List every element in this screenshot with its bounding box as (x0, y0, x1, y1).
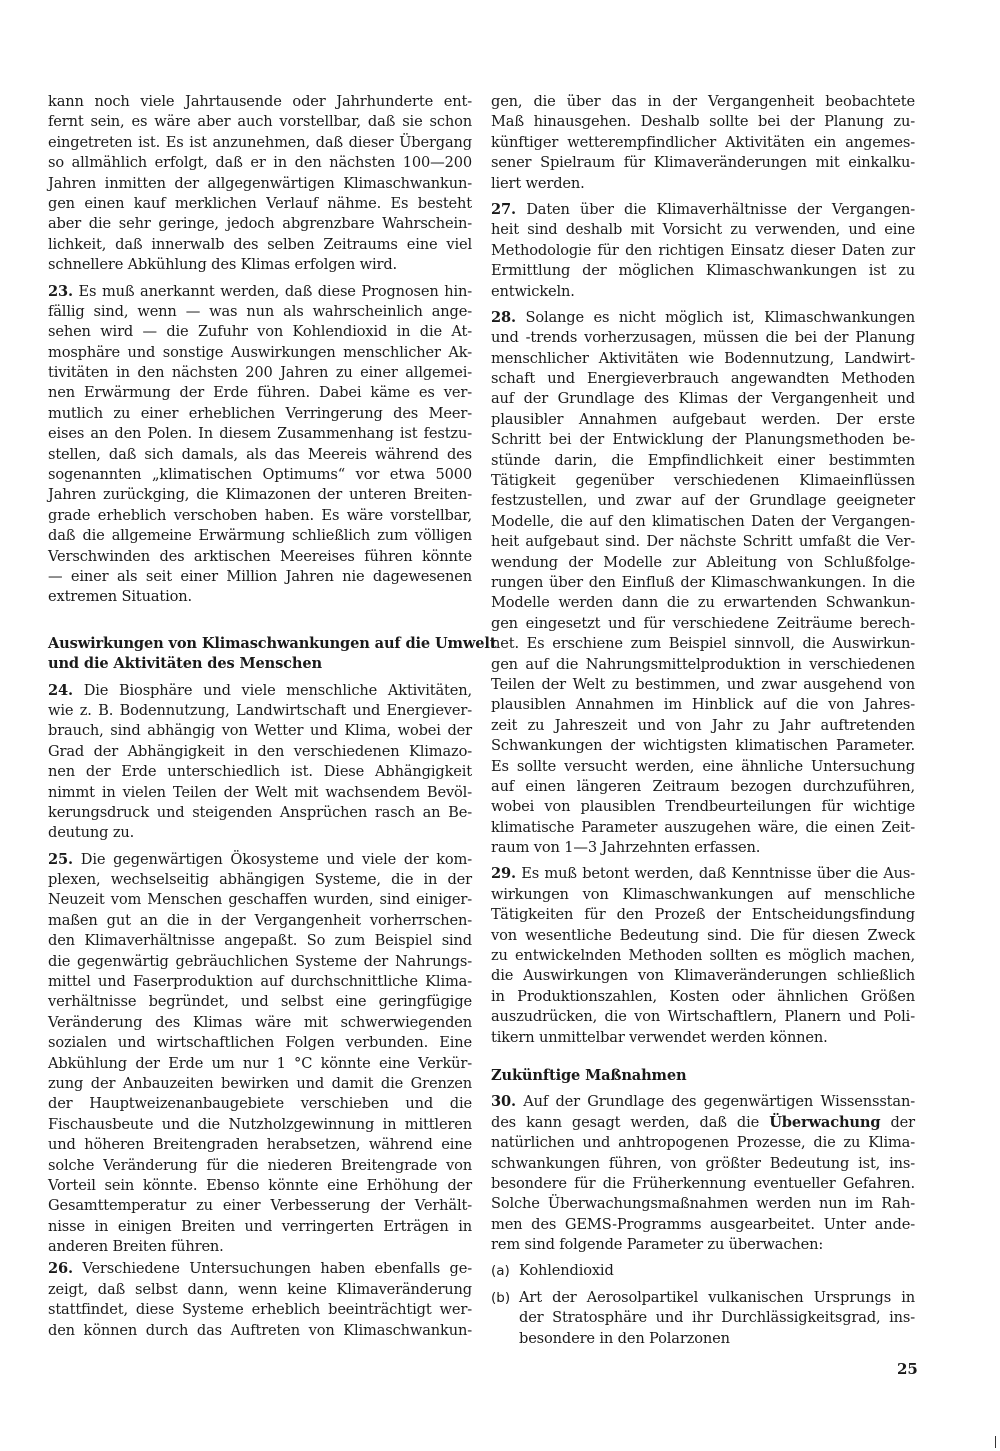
text-line: tivitäten in den nächsten 200 Jahren zu einer allgemei- (48, 364, 472, 382)
text-line: Tätigkeiten für den Prozeß der Entscheidungsfindung (491, 906, 915, 924)
paragraph-number: 23. (48, 282, 73, 300)
text-line: rem sind folgende Parameter zu überwachen: (491, 1236, 824, 1254)
text-line: Es sollte versucht werden, eine ähnliche Untersuchung (491, 757, 915, 775)
text-line: men des GEMS-Programms ausgearbeitet. Unter ande- (491, 1215, 915, 1233)
paragraph-30-rest (491, 1133, 915, 1255)
text-line: nen Erwärmung der Erde führen. Dabei käme es ver- (48, 384, 472, 402)
intro-paragraph-right (491, 92, 915, 194)
text-line: zeit zu Jahreszeit und von Jahr zu Jahr auftretenden (491, 716, 915, 734)
text-line: zung der Anbauzeiten bewirken und damit die Grenzen (48, 1074, 472, 1092)
text-line: den Klimaverhältnisse angepaßt. So zum Beispiel sind (48, 932, 472, 950)
text-line: tikern unmittelbar verwendet werden können. (491, 1028, 828, 1046)
text-line: gen auf die Nahrungsmittelproduktion in verschiedenen (491, 655, 915, 673)
text-line (48, 282, 472, 302)
text-line: aber die sehr geringe, jedoch abgrenzbare Wahrschein- (48, 215, 472, 233)
text-line: die gegenwärtig gebräuchlichen Systeme der Nahrungs- (48, 952, 472, 970)
text-line (48, 1259, 472, 1279)
text-line: natürlichen und anhtropogenen Prozesse, die zu Klima- (491, 1134, 915, 1152)
text-line: wirkungen von Klimaschwankungen auf menschliche (491, 885, 915, 903)
text-line: heit sind deshalb mit Vorsicht zu verwenden, und eine (491, 221, 915, 239)
paragraph-text: Daten über die Klimaverhältnisse der Vergangen- (526, 200, 915, 218)
text-line: raum von 1—3 Jahrzehnten erfassen. (491, 839, 761, 857)
text-line: deutung zu. (48, 824, 135, 842)
text-line: gen einen kauf merklichen Verlauf nähme. Es besteht (48, 194, 472, 212)
text-line: besondere für die Früherkennung eventueller Gefahren. (491, 1174, 915, 1192)
paragraph-text: Solange es nicht möglich ist, Klimaschwankungen (525, 308, 915, 326)
paragraph-number: 28. (491, 308, 516, 326)
paragraph-27 (491, 200, 915, 302)
text-line: solche Veränderung für die niederen Breitengrade von (48, 1156, 472, 1174)
list-item (491, 1288, 915, 1349)
text-line: künftiger wetterempfindlicher Aktivitäten ein angemes- (491, 133, 915, 151)
paragraph-number: 29. (491, 865, 516, 883)
paragraph-number: 25. (48, 850, 73, 868)
text-line: klimatische Parameter auszugehen wäre, die einen Zeit- (491, 818, 915, 836)
text-line (491, 200, 915, 220)
paragraph-30 (491, 1092, 915, 1255)
paragraph-text: Es muß anerkannt werden, daß diese Prognosen hin- (78, 282, 472, 300)
text-line: Schwankungen der wichtigsten klimatischen Parameter. (491, 737, 915, 755)
text-line: wobei von plausiblen Trendbeurteilungen für wichtige (491, 798, 915, 816)
text-line: sehen wird — die Zufuhr von Kohlendioxid in die At- (48, 323, 472, 341)
text-line: gen eingesetzt und für verschiedene Zeiträume berech- (491, 614, 915, 632)
text-line: eises an den Polen. In diesem Zusammenhang ist festzu- (48, 425, 472, 443)
text-line: Modelle werden dann die zu erwartenden Schwankun- (491, 594, 915, 612)
text-line: nisse in einigen Breiten und verringerten Erträgen in (48, 1217, 472, 1235)
text-line: Jahren inmitten der allgegenwärtigen Klimaschwankun- (48, 174, 472, 192)
intro-paragraph-left (48, 92, 472, 276)
text-line: sozialen und wirtschaftlichen Folgen verbunden. Eine (48, 1034, 472, 1052)
text-line: auf einen längeren Zeitraum bezogen durchzuführen, (491, 777, 915, 795)
text-line: Maß hinausgehen. Deshalb sollte bei der Planung zu- (491, 113, 915, 131)
text-line: Gesamttemperatur zu einer Verbesserung der Verhält- (48, 1197, 472, 1215)
list-item (491, 1261, 915, 1281)
text-line: Veränderung des Klimas wäre mit schwerwiegenden (48, 1013, 472, 1031)
text-line: grade erheblich verschoben haben. Es wäre vorstellbar, (48, 506, 472, 524)
text-line: besondere in den Polarzonen (519, 1329, 730, 1347)
text-line: Fischausbeute und die Nutzholzgewinnung in mittleren (48, 1115, 472, 1133)
text-line (48, 681, 472, 701)
text-line: Tätigkeit gegenüber verschiedenen Klimaeinflüssen (491, 472, 915, 490)
text-line: den können durch das Auftreten von Klimaschwankun- (48, 1321, 472, 1339)
text-line: Kohlendioxid (519, 1262, 614, 1280)
text-line: extremen Situation. (48, 588, 192, 606)
list-label: (a) (491, 1263, 510, 1280)
text-line: der Stratosphäre und ihr Durchlässigkeitsgrad, ins- (519, 1309, 915, 1327)
text-line: stattfindet, diese Systeme erheblich beeinträchtigt wer- (48, 1301, 472, 1319)
text-line (48, 850, 472, 870)
text-line: Vorteil sein könnte. Ebenso könnte eine Erhöhung der (48, 1176, 472, 1194)
paragraph-number: 26. (48, 1260, 73, 1278)
text-line: festzustellen, und zwar auf der Grundlage geeigneter (491, 492, 915, 510)
text-line: und -trends vorherzusagen, müssen die bei der Planung (491, 329, 915, 347)
paragraph-number: 30. (491, 1093, 516, 1111)
text-line: rungen über den Einfluß der Klimaschwankungen. In die (491, 573, 915, 591)
text-line: wie z. B. Bodennutzung, Landwirtschaft und Energiever- (48, 701, 472, 719)
paragraph-24 (48, 681, 472, 844)
text-line: Modelle, die auf den klimatischen Daten der Vergangen- (491, 512, 915, 530)
text-line: fällig sind, wenn — was nun als wahrscheinlich ange- (48, 302, 472, 320)
text-line: mutlich zu einer erheblichen Verringerung des Meer- (48, 404, 472, 422)
text-line: Grad der Abhängigkeit in den verschiedenen Klimazo- (48, 742, 472, 760)
emphasis-text: Überwachung (769, 1113, 881, 1131)
text-line: Neuzeit vom Menschen geschaffen wurden, sind einiger- (48, 891, 472, 909)
text-line: daß die allgemeine Erwärmung schließlich zum völligen (48, 527, 472, 545)
text-line: zu entwickelnden Methoden sollten es möglich machen, (491, 947, 915, 965)
paragraph-29 (491, 864, 915, 1048)
text-line: nimmt in vielen Teilen der Welt mit wachsendem Bevöl- (48, 783, 472, 801)
text-line: sener Spielraum für Klimaveränderungen mit einkalku- (491, 154, 915, 172)
text-line: Jahren zurückging, die Klimazonen der unteren Breiten- (48, 486, 472, 504)
text-line: schnellere Abkühlung des Klimas erfolgen wird. (48, 256, 398, 274)
list-label: (b) (491, 1289, 511, 1306)
section-heading-impacts (48, 634, 497, 675)
text-line: die Auswirkungen von Klimaveränderungen schließlich (491, 967, 915, 985)
paragraph-text: Die Biosphäre und viele menschliche Aktivitäten, (83, 681, 472, 699)
text-line: Ermittlung der möglichen Klimaschwankungen ist zu (491, 262, 915, 280)
paragraph-25 (48, 850, 472, 1258)
text-line: plausiblen Annahmen im Hinblick auf die von Jahres- (491, 696, 915, 714)
text-line: Schritt bei der Entwicklung der Planungsmethoden be- (491, 431, 915, 449)
text-line: Art der Aerosolpartikel vulkanischen Ursprungs in (519, 1288, 915, 1306)
text-line: auf der Grundlage des Klimas der Vergangenheit und (491, 390, 915, 408)
text-line: so allmählich erfolgt, daß er in den nächsten 100—200 (48, 154, 472, 172)
paragraph-text: Es muß betont werden, daß Kenntnisse über die Aus- (521, 865, 915, 883)
text-line: Auswirkungen von Klimaschwankungen auf die Umwelt (48, 634, 497, 652)
text-line: Teilen der Welt zu bestimmen, und zwar ausgehend von (491, 675, 915, 693)
text-line: fernt sein, es wäre aber auch vorstellbar, daß sie schon (48, 113, 472, 131)
text-line (491, 864, 915, 884)
text-line: wendung der Modelle zur Ableitung von Schlußfolge- (491, 553, 915, 571)
text-line: Solche Überwachungsmaßnahmen werden nun im Rah- (491, 1195, 915, 1213)
text-line: schwankungen führen, von größter Bedeutung ist, ins- (491, 1154, 915, 1172)
paragraph-text: Die gegenwärtigen Ökosysteme und viele der kom- (80, 850, 472, 868)
list-body (519, 1288, 915, 1349)
text-line: sogenannten „klimatischen Optimums“ vor etwa 5000 (48, 466, 472, 484)
text-line: und höheren Breitengraden herabsetzen, während eine (48, 1136, 472, 1154)
text-line: plausibler Annahmen aufgebaut werden. Der erste (491, 410, 915, 428)
monitoring-list (491, 1261, 915, 1349)
paragraph-number: 27. (491, 200, 516, 218)
text-line: nen der Erde unterschiedlich ist. Diese Abhängigkeit (48, 763, 472, 781)
text-line: entwickeln. (491, 282, 575, 300)
text-line: mittel und Faserproduktion auf durchschnittliche Klima- (48, 973, 472, 991)
paragraph-28 (491, 308, 915, 859)
paragraph-text: Verschiedene Untersuchungen haben ebenfalls ge- (82, 1260, 472, 1278)
paragraph-26 (48, 1259, 472, 1341)
text-line: — einer als seit einer Million Jahren nie dagewesenen (48, 567, 472, 585)
paragraph-text: des kann gesagt werden, daß die (491, 1113, 760, 1131)
text-line: heit aufgebaut sind. Der nächste Schritt umfaßt die Ver- (491, 533, 915, 551)
text-line: kerungsdruck und steigenden Ansprüchen rasch an Be- (48, 803, 472, 821)
text-line: anderen Breiten führen. (48, 1238, 224, 1256)
text-line: maßen gut an die in der Vergangenheit vorherrschen- (48, 911, 472, 929)
paragraph-text: Auf der Grundlage des gegenwärtigen Wissensstan- (523, 1093, 915, 1111)
page-number: 25 (897, 1360, 918, 1378)
section-heading-future-measures (491, 1066, 915, 1086)
text-line: plexen, wechselseitig abhängigen Systeme, die in der (48, 871, 472, 889)
text-line: verhältnisse begründet, und selbst eine geringfügige (48, 993, 472, 1011)
text-line: liert werden. (491, 174, 585, 192)
text-line: der Hauptweizenanbaugebiete verschieben und die (48, 1095, 472, 1113)
paragraph-number: 24. (48, 681, 73, 699)
paragraph-text: der (890, 1113, 915, 1131)
text-line: gen, die über das in der Vergangenheit beobachtete (491, 93, 915, 110)
text-line: mosphäre und sonstige Auswirkungen menschlicher Ak- (48, 343, 472, 361)
text-line: stellen, daß sich damals, als das Meereis während des (48, 445, 472, 463)
text-line: lichkeit, daß innerwalb des selben Zeitraums eine viel (48, 235, 472, 253)
text-line: in Produktionszahlen, Kosten oder ähnlichen Größen (491, 987, 915, 1005)
text-line: kann noch viele Jahrtausende oder Jahrhunderte ent- (48, 93, 472, 110)
text-line: net. Es erschiene zum Beispiel sinnvoll, die Auswirkun- (491, 635, 915, 653)
text-line: eingetreten ist. Es ist anzunehmen, daß dieser Übergang (48, 133, 472, 151)
list-body (519, 1261, 915, 1281)
heading-text: Zukünftige Maßnahmen (491, 1066, 687, 1084)
text-line: und die Aktivitäten des Menschen (48, 655, 322, 673)
scan-edge-mark (995, 1436, 996, 1448)
text-line: zeigt, daß selbst dann, wenn keine Klimaveränderung (48, 1280, 472, 1298)
text-line: Methodologie für den richtigen Einsatz dieser Daten zur (491, 241, 915, 259)
left-column (48, 92, 497, 1347)
text-line: schaft und Energieverbrauch angewandten Methoden (491, 370, 915, 388)
paragraph-23 (48, 282, 472, 608)
right-column (491, 92, 915, 1355)
text-line: Verschwinden des arktischen Meereises führen könnte (48, 547, 472, 565)
text-line: von wesentliche Bedeutung sind. Die für diesen Zweck (491, 926, 915, 944)
text-line: brauch, sind abhängig von Wetter und Klima, wobei der (48, 722, 472, 740)
text-line: Abkühlung der Erde um nur 1 °C könnte eine Verkür- (48, 1054, 472, 1072)
text-line: menschlicher Aktivitäten wie Bodennutzung, Landwirt- (491, 349, 915, 367)
text-line: auszudrücken, die von Wirtschaftlern, Planern und Poli- (491, 1008, 915, 1026)
text-line (491, 308, 915, 328)
text-line: stünde darin, die Empfindlichkeit einer bestimmten (491, 451, 915, 469)
